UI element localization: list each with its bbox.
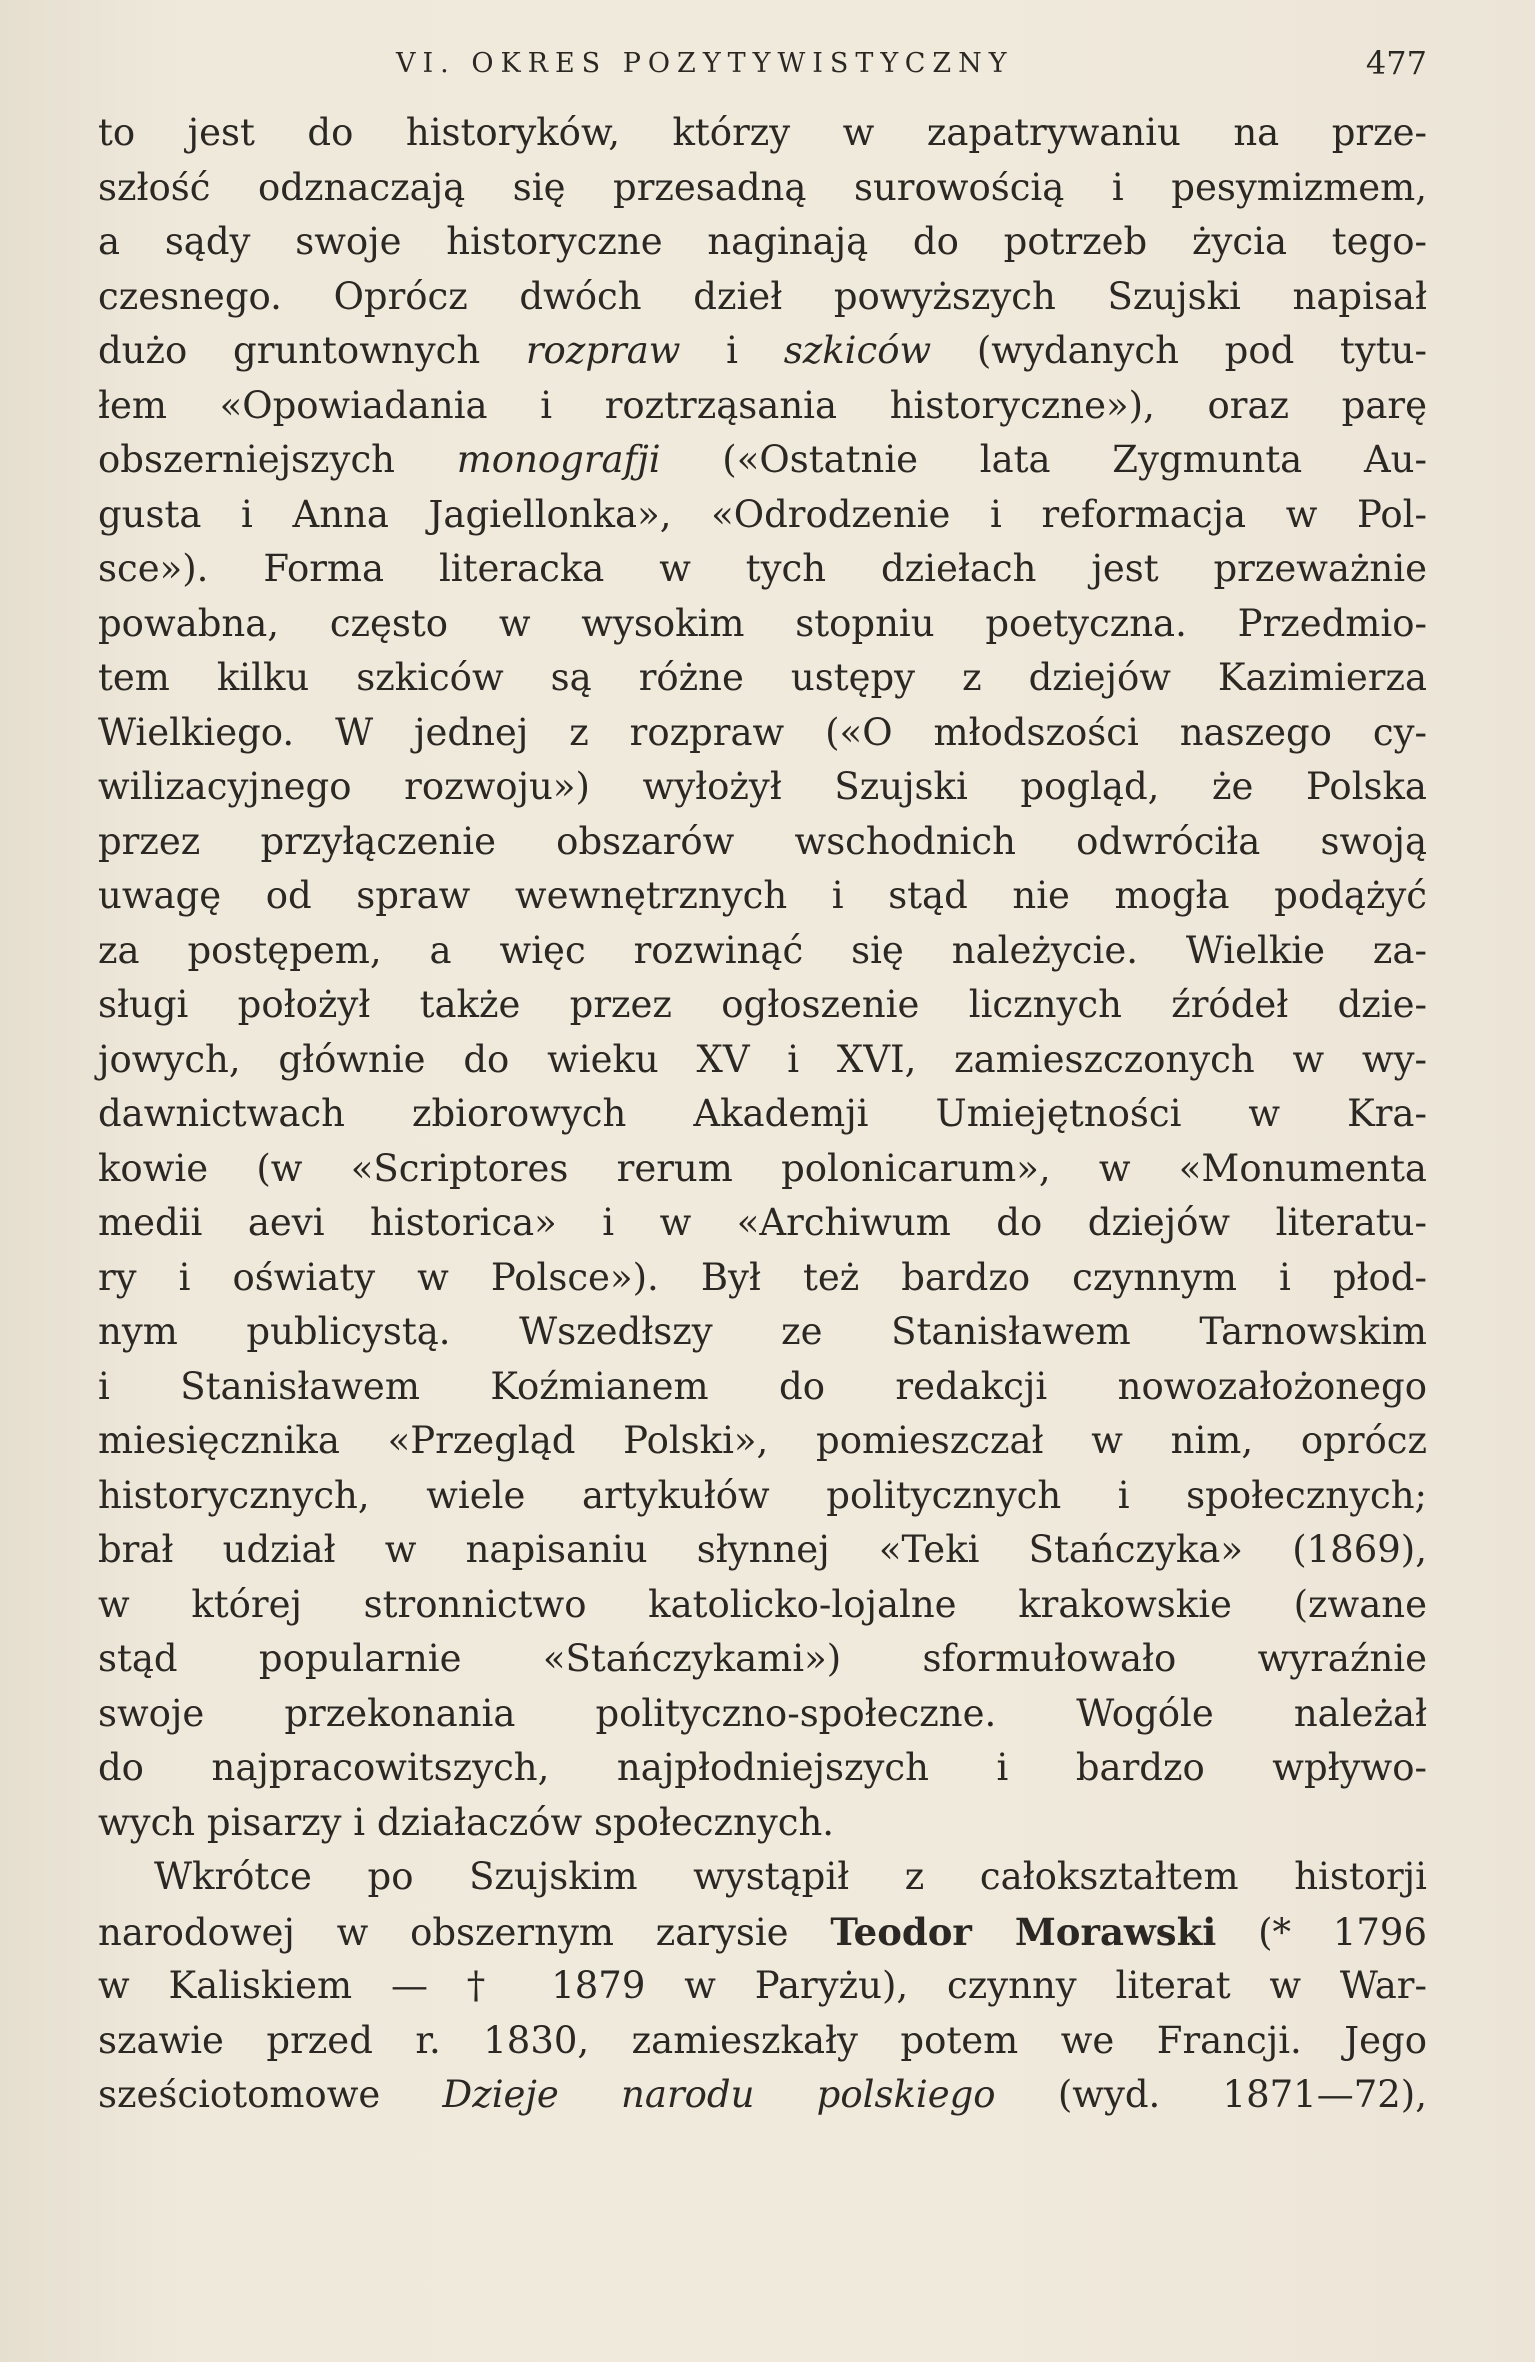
text-line: [98, 651, 1427, 706]
text-segment: Wielkiego. W jednej z rozpraw («O młodszości naszego cy-: [98, 710, 1427, 754]
text-segment: brał udział w napisaniu słynnej «Teki Stańczyka» (1869),: [98, 1528, 1427, 1571]
text-segment: obszerniejszych: [98, 438, 457, 481]
text-segment: powabna, często w wysokim stopniu poetyczna. Przedmio-: [98, 601, 1427, 645]
text-line: [98, 270, 1427, 325]
text-segment: za postępem, a więc rozwinąć się należycie. Wielkie za-: [98, 928, 1427, 972]
text-line: [98, 1469, 1427, 1524]
text-line: [98, 1305, 1427, 1360]
text-segment: wych pisarzy i działaczów społecznych.: [98, 1800, 835, 1844]
page-number: 477: [1365, 44, 1427, 82]
text-segment: dużo gruntownych: [98, 329, 526, 372]
text-segment: w Kaliskiem — † 1879 w Paryżu), czynny literat w War-: [98, 1964, 1427, 2007]
italic-text: szkiców: [783, 329, 932, 372]
text-line: [98, 815, 1427, 870]
text-segment: gusta i Anna Jagiellonka», «Odrodzenie i reformacja w Pol-: [98, 492, 1427, 536]
text-segment: a sądy swoje historyczne naginają do potrzeb życia tego-: [98, 220, 1427, 263]
text-line: [98, 1741, 1427, 1796]
bold-text: Teodor Morawski: [830, 1909, 1217, 1954]
text-line: [98, 1850, 1427, 1905]
text-segment: czesnego. Oprócz dwóch dzieł powyższych Szujski napisał: [98, 274, 1427, 318]
text-segment: stąd popularnie «Stańczykami») sformułowało wyraźnie: [98, 1637, 1427, 1680]
text-line: [98, 106, 1427, 161]
italic-text: Dzieje narodu polskiego: [442, 2073, 996, 2116]
text-segment: uwagę od spraw wewnętrznych i stąd nie mogła podążyć: [98, 874, 1427, 917]
italic-text: monografji: [456, 438, 661, 481]
text-segment: historycznych, wiele artykułów politycznych i społecznych;: [98, 1473, 1427, 1517]
text-line: [98, 1578, 1427, 1633]
text-line: [98, 760, 1427, 815]
text-line: [98, 1196, 1427, 1251]
text-segment: i: [680, 329, 784, 372]
text-line: [98, 1687, 1427, 1742]
text-line: [98, 1087, 1427, 1142]
text-line: [98, 1959, 1427, 2014]
text-line: [98, 1523, 1427, 1578]
text-segment: jowych, głównie do wieku XV i XVI, zamieszczonych w wy-: [98, 1037, 1427, 1081]
text-line: [98, 978, 1427, 1033]
text-line: [98, 542, 1427, 597]
text-segment: sześciotomowe: [98, 2073, 443, 2116]
text-line: [98, 924, 1427, 979]
text-segment: miesięcznika «Przegląd Polski», pomieszczał w nim, oprócz: [98, 1419, 1427, 1462]
text-segment: medii aevi historica» i w «Archiwum do dziejów literatu-: [98, 1201, 1427, 1244]
text-segment: swoje przekonania polityczno-społeczne. Wogóle należał: [98, 1691, 1427, 1735]
text-line: [98, 1142, 1427, 1197]
text-segment: dawnictwach zbiorowych Akademji Umiejętności w Kra-: [98, 1092, 1427, 1135]
italic-text: rozpraw: [525, 329, 681, 372]
text-segment: łem «Opowiadania i roztrząsania historyczne»), oraz parę: [98, 383, 1427, 427]
text-segment: Wkrótce po Szujskim wystąpił z całokształtem historji: [154, 1855, 1427, 1898]
text-body: [98, 106, 1427, 2123]
text-line: [98, 706, 1427, 761]
text-line: [98, 161, 1427, 216]
text-line: [98, 597, 1427, 652]
running-head: VI. OKRES POZYTYWISTYCZNY: [396, 48, 1014, 79]
text-line: [98, 1632, 1427, 1687]
text-segment: i Stanisławem Koźmianem do redakcji nowozałożonego: [98, 1364, 1427, 1408]
text-line: [98, 324, 1427, 379]
text-segment: szłość odznaczają się przesadną surowością i pesymizmem,: [98, 165, 1427, 209]
text-segment: («Ostatnie lata Zygmunta Au-: [660, 438, 1427, 481]
text-segment: przez przyłączenie obszarów wschodnich odwróciła swoją: [98, 819, 1427, 863]
text-segment: sce»). Forma literacka w tych dziełach jest przeważnie: [98, 547, 1427, 590]
page-header: [98, 44, 1427, 84]
text-segment: w której stronnictwo katolicko-lojalne krakowskie (zwane: [98, 1582, 1427, 1626]
text-segment: szawie przed r. 1830, zamieszkały potem we Francji. Jego: [98, 2018, 1427, 2062]
text-segment: narodowej w obszernym zarysie: [98, 1910, 831, 1954]
text-segment: do najpracowitszych, najpłodniejszych i bardzo wpływo-: [98, 1746, 1427, 1789]
text-line: [98, 488, 1427, 543]
text-line: [98, 1360, 1427, 1415]
text-line: [98, 379, 1427, 434]
text-line: [98, 869, 1427, 924]
text-line: [98, 1905, 1427, 1960]
text-segment: (* 1796: [1216, 1910, 1427, 1954]
text-line: [98, 215, 1427, 270]
text-segment: wilizacyjnego rozwoju») wyłożył Szujski pogląd, że Polska: [98, 765, 1427, 808]
text-segment: to jest do historyków, którzy w zapatrywaniu na prze-: [98, 111, 1427, 154]
text-segment: nym publicystą. Wszedłszy ze Stanisławem Tarnowskim: [98, 1310, 1427, 1353]
text-segment: tem kilku szkiców są różne ustępy z dziejów Kazimierza: [98, 656, 1427, 699]
text-segment: (wyd. 1871—72),: [995, 2073, 1427, 2116]
text-segment: sługi położył także przez ogłoszenie licznych źródeł dzie-: [98, 983, 1427, 1026]
text-line: [98, 2068, 1427, 2123]
text-line: [98, 433, 1427, 488]
text-segment: ry i oświaty w Polsce»). Był też bardzo czynnym i płod-: [98, 1255, 1427, 1299]
text-line: [98, 2014, 1427, 2069]
text-segment: (wydanych pod tytu-: [931, 329, 1427, 372]
text-line: [98, 1796, 1427, 1851]
text-line: [98, 1033, 1427, 1088]
text-line: [98, 1414, 1427, 1469]
text-segment: kowie (w «Scriptores rerum polonicarum», w «Monumenta: [98, 1146, 1427, 1190]
text-line: [98, 1251, 1427, 1306]
